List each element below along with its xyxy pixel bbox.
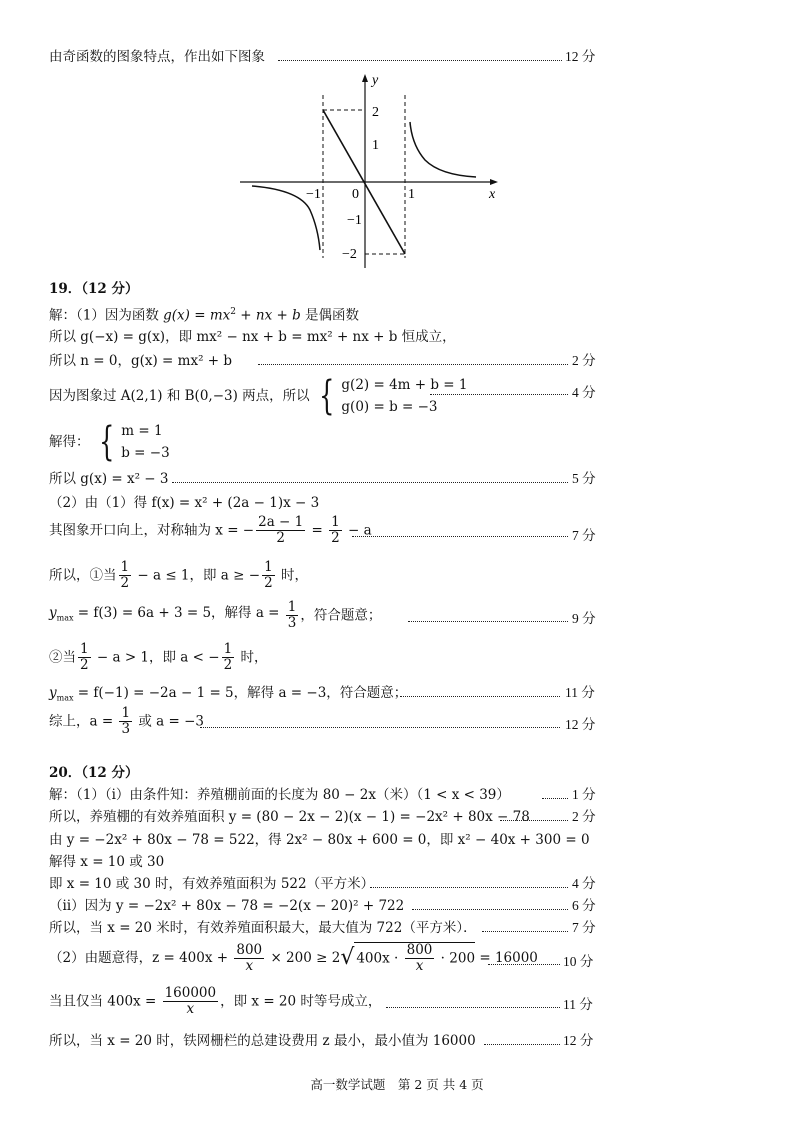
tick-y2: 2 (372, 105, 379, 120)
leader-dots (370, 887, 568, 888)
y-axis-arrow (362, 74, 368, 82)
x-axis-label: x (489, 187, 496, 202)
leader-dots (488, 964, 560, 965)
leader-dots (172, 482, 568, 483)
leader-dots (408, 621, 568, 622)
q20-line1: 解：（1）（ⅰ）由条件知：养殖棚前面的长度为 80 − 2x（米）（1 < x < 39） (49, 787, 510, 803)
leader-dots (482, 931, 568, 932)
q19-line13: 综上，a = $\frac{1}{3}$ 或 a = −3 (49, 705, 204, 737)
page-footer: 高一数学试题 第 2 页 共 4 页 (310, 1077, 484, 1092)
q19-line7: （2）由（1）得 f(x) = x² + (2a − 1)x − 3 (49, 495, 320, 511)
q20-line7: 所以，当 x = 20 米时，有效养殖面积最大，最大值为 722（平方米）． (49, 920, 477, 936)
curve-right (410, 122, 476, 177)
q20-line2: 所以，养殖棚的有效养殖面积 y = (80 − 2x − 2)(x − 1) = −2x² + 80x − 78 (49, 809, 530, 825)
score-mark: 9 分 (572, 611, 596, 626)
q20-line3: 由 y = −2x² + 80x − 78 = 522，得 2x² − 80x + 600 = 0，即 x² − 40x + 300 = 0 (49, 832, 590, 848)
leader-dots (484, 1044, 560, 1045)
score-mark: 7 分 (572, 920, 596, 935)
score-mark: 11 分 (563, 997, 593, 1012)
score-mark: 7 分 (572, 528, 596, 543)
q19-line4: 因为图象过 A(2,1) 和 B(0,−3) 两点，所以 { g(2) = 4m + b = 1 g(0) = b = −3 (49, 373, 468, 419)
score-mark: 10 分 (563, 954, 594, 969)
q19-line8: 其图象开口向上，对称轴为 x = − $\frac{2a - 1}{2}$ = $\frac{1}{2}$ − a (49, 514, 372, 546)
q19-line6: 所以 g(x) = x² − 3 (49, 471, 169, 487)
tick-yn1: −1 (347, 213, 362, 228)
leader-dots (500, 820, 568, 821)
q20-line10: 所以，当 x = 20 时，铁网栅栏的总建设费用 z 最小，最小值为 16000 (49, 1033, 476, 1049)
intro-line: 由奇函数的图象特点，作出如下图象 (49, 49, 265, 65)
score-mark: 12 分 (565, 49, 596, 64)
q19-line11: ②当 $\frac{1}{2}$ − a > 1，即 a < − $\frac{1}{2}$ 时， (49, 641, 268, 673)
q19-line2: 所以 g(−x) = g(x)，即 mx² − nx + b = mx² + nx + b 恒成立， (49, 329, 456, 345)
tick-x0: 0 (352, 187, 359, 202)
score-mark: 6 分 (572, 898, 596, 913)
q20-title: 20．（12 分） (49, 765, 139, 781)
score-mark: 4 分 (572, 876, 596, 891)
score-mark: 12 分 (563, 1033, 594, 1048)
score-mark: 12 分 (565, 717, 596, 732)
score-mark: 11 分 (565, 685, 595, 700)
q19-line1: 解：（1）因为函数 $g(x) = mx^2$ + nx + b 是偶函数 (49, 307, 360, 324)
q19-line9: 所以，①当 $\frac{1}{2}$ − a ≤ 1，即 a ≥ − $\frac{1}{2}$ 时， (49, 559, 308, 591)
leader-dots (352, 536, 568, 537)
brace-glyph: { (98, 419, 115, 465)
score-mark: 2 分 (572, 809, 596, 824)
q20-line6: （ⅱ）因为 y = −2x² + 80x − 78 = −2(x − 20)² + 722 (49, 898, 405, 914)
y-axis-label: y (372, 73, 379, 88)
score-mark: 2 分 (572, 353, 596, 368)
q19-line3: 所以 n = 0，g(x) = mx² + b (49, 353, 233, 369)
tick-yn2: −2 (342, 247, 357, 262)
tick-x1: 1 (408, 187, 415, 202)
q20-line5: 即 x = 10 或 30 时，有效养殖面积为 522（平方米） (49, 876, 375, 892)
tick-y1: 1 (372, 138, 379, 153)
leader-dots (400, 696, 560, 697)
q20-line4: 解得 x = 10 或 30 (49, 854, 165, 870)
q20-line9: 当且仅当 400x = $\frac{160000}{x}$ ，即 x = 20 时等号成立， (49, 985, 382, 1017)
q19-line5: 解得： { m = 1 b = −3 (49, 419, 170, 465)
x-axis-arrow (490, 179, 498, 185)
score-mark: 5 分 (572, 471, 596, 486)
q19-line10: $y_{max} = f(3) = 6a + 3 = 5$，解得 a = $\frac{1}{3}$ ，符合题意； (49, 599, 382, 631)
q19-line12: $y_{max} = f(-1) = -2a - 1 = 5$，解得 a = −3，符合题意； (49, 685, 408, 703)
leader-dots (542, 798, 568, 799)
leader-dots (412, 909, 568, 910)
q20-line8: （2）由题意得，z = 400x + $\frac{800}{x}$ × 200 ≥ 2√ 400x · $\frac{800}{x}$ · 200 = 16000 (49, 941, 538, 974)
brace-glyph: { (319, 373, 335, 419)
leader-dots (200, 727, 560, 728)
leader-dots (258, 364, 568, 365)
leader-dots (386, 1007, 560, 1008)
q19-title: 19．（12 分） (49, 281, 139, 297)
leader-dots (430, 394, 568, 395)
score-mark: 1 分 (572, 787, 596, 802)
tick-xn1: −1 (306, 187, 321, 202)
score-mark: 4 分 (572, 385, 596, 400)
